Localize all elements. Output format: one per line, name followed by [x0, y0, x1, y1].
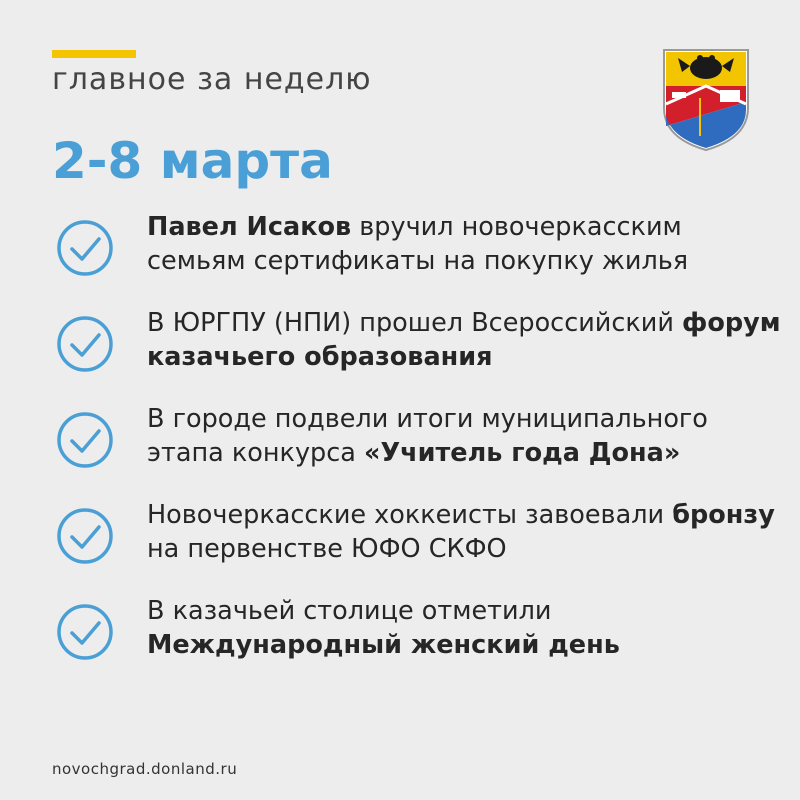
- news-text-run: В городе подвели итоги муниципального этапа конкурса: [147, 404, 708, 468]
- news-highlight: Павел Исаков: [147, 212, 352, 242]
- news-text: [147, 210, 787, 278]
- news-item: [55, 306, 790, 402]
- news-text-run: В казачьей столице отметили: [147, 596, 552, 626]
- news-highlight: Международный женский день: [147, 630, 620, 660]
- check-circle-icon: [55, 314, 115, 374]
- accent-bar: [52, 50, 136, 58]
- news-item: [55, 498, 790, 594]
- news-text-run: В ЮРГПУ (НПИ) прошел Всероссийский: [147, 308, 683, 338]
- city-coat-of-arms-icon: [660, 46, 752, 154]
- check-circle-icon: [55, 410, 115, 470]
- site-footer-link[interactable]: novochgrad.donland.ru: [52, 760, 238, 778]
- news-highlight: бронзу: [672, 500, 775, 530]
- check-circle-icon: [55, 506, 115, 566]
- news-text: [147, 498, 787, 566]
- news-text-run: на первенстве ЮФО СКФО: [147, 534, 507, 564]
- page-subtitle: главное за неделю: [52, 62, 372, 97]
- news-highlight: «Учитель года Дона»: [364, 438, 681, 468]
- news-text-run: Новочеркасские хоккеисты завоевали: [147, 500, 673, 530]
- check-circle-icon: [55, 602, 115, 662]
- news-item: [55, 210, 790, 306]
- news-text-run: вручил новочеркасским семьям сертификаты на покупку жилья: [147, 212, 689, 276]
- news-item: [55, 594, 790, 690]
- news-highlight: форум казачьего образования: [147, 308, 781, 372]
- news-text: [147, 402, 787, 470]
- news-item: [55, 402, 790, 498]
- news-list: [55, 210, 790, 690]
- page-title-date: 2-8 марта: [52, 132, 333, 190]
- news-text: [147, 594, 787, 662]
- news-text: [147, 306, 787, 374]
- check-circle-icon: [55, 218, 115, 278]
